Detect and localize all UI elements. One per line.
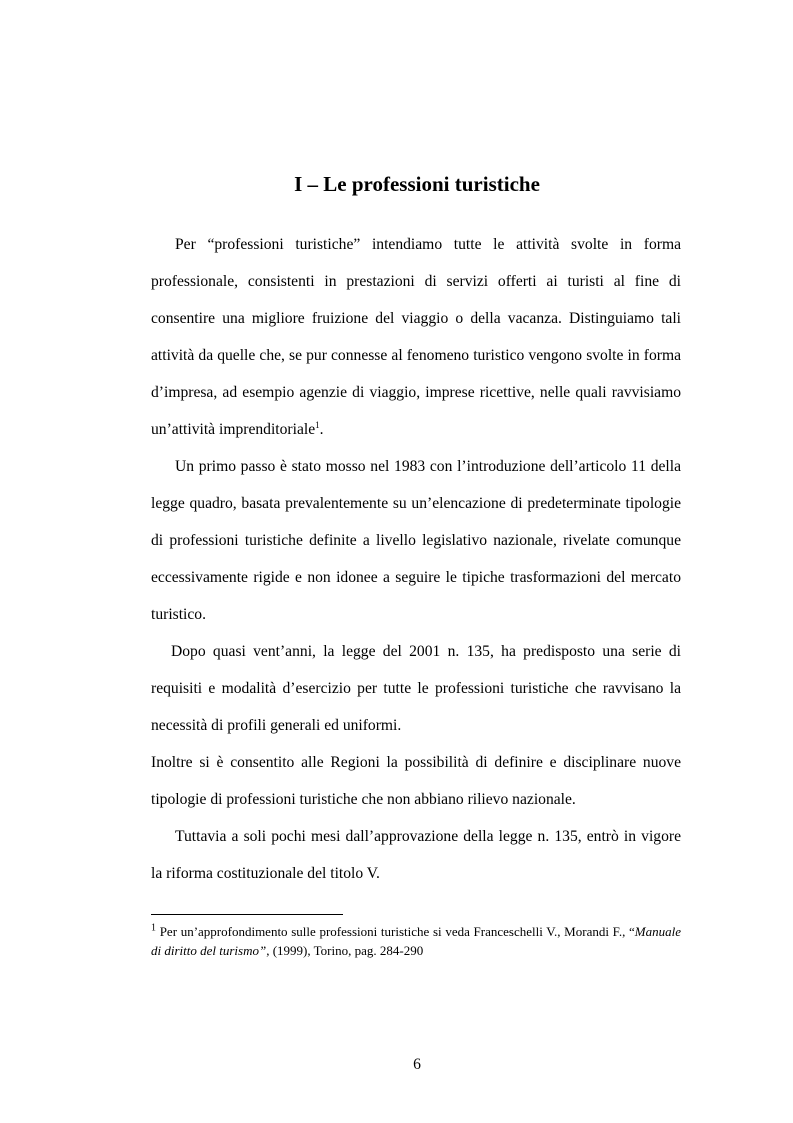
footnote-text-before: Per un’approfondimento sulle professioni turistiche si veda Franceschelli V., Morandi F., “ bbox=[159, 924, 635, 939]
footnote-number: 1 bbox=[151, 922, 156, 934]
paragraph-1 bbox=[151, 226, 681, 448]
footnote bbox=[151, 922, 681, 960]
footnote-reference[interactable]: 1 bbox=[315, 419, 320, 430]
paragraph-3: Dopo quasi vent’anni, la legge del 2001 n. 135, ha predisposto una serie di requisiti e modalità d’esercizio per tutte le professioni turistiche che ravvisano la necessità di profili generali ed uniformi. bbox=[151, 643, 681, 734]
paragraph-2: Un primo passo è stato mosso nel 1983 con l’introduzione dell’articolo 11 della legge quadro, basata prevalentemente su un’elencazione di predeterminate tipologie di professioni turistiche definite a livello legislativo nazionale, rivelate comunque eccessivamente rigide e non idonee a seguire le tipiche trasformazioni del mercato turistico. bbox=[151, 458, 681, 623]
paragraph-5: Tuttavia a soli pochi mesi dall’approvazione della legge n. 135, entrò in vigore la riforma costituzionale del titolo V. bbox=[151, 828, 681, 882]
footnote-book-title: Manuale di diritto del turismo” bbox=[151, 924, 681, 958]
footnote-divider bbox=[151, 914, 343, 915]
chapter-title: I – Le professioni turistiche bbox=[294, 172, 540, 196]
body-text bbox=[151, 226, 681, 892]
footnote-text-after: , (1999), Torino, pag. 284-290 bbox=[266, 943, 424, 958]
page-number: 6 bbox=[413, 1056, 421, 1073]
paragraph-1-end: . bbox=[319, 421, 324, 438]
paragraph-4: Inoltre si è consentito alle Regioni la possibilità di definire e disciplinare nuove tipologie di professioni turistiche che non abbiano rilievo nazionale. bbox=[151, 754, 681, 808]
paragraph-1-text: Per “professioni turistiche” intendiamo tutte le attività svolte in forma professionale, consistenti in prestazioni di servizi offerti ai turisti al fine di consentire una migliore fruizione del viaggio o della vacanza. Distinguiamo tali attività da quelle che, se pur connesse al fenomeno turistico vengono svolte in forma d’impresa, ad esempio agenzie di viaggio, imprese ricettive, nelle quali ravvisiamo un’attività imprenditoriale bbox=[151, 236, 681, 438]
